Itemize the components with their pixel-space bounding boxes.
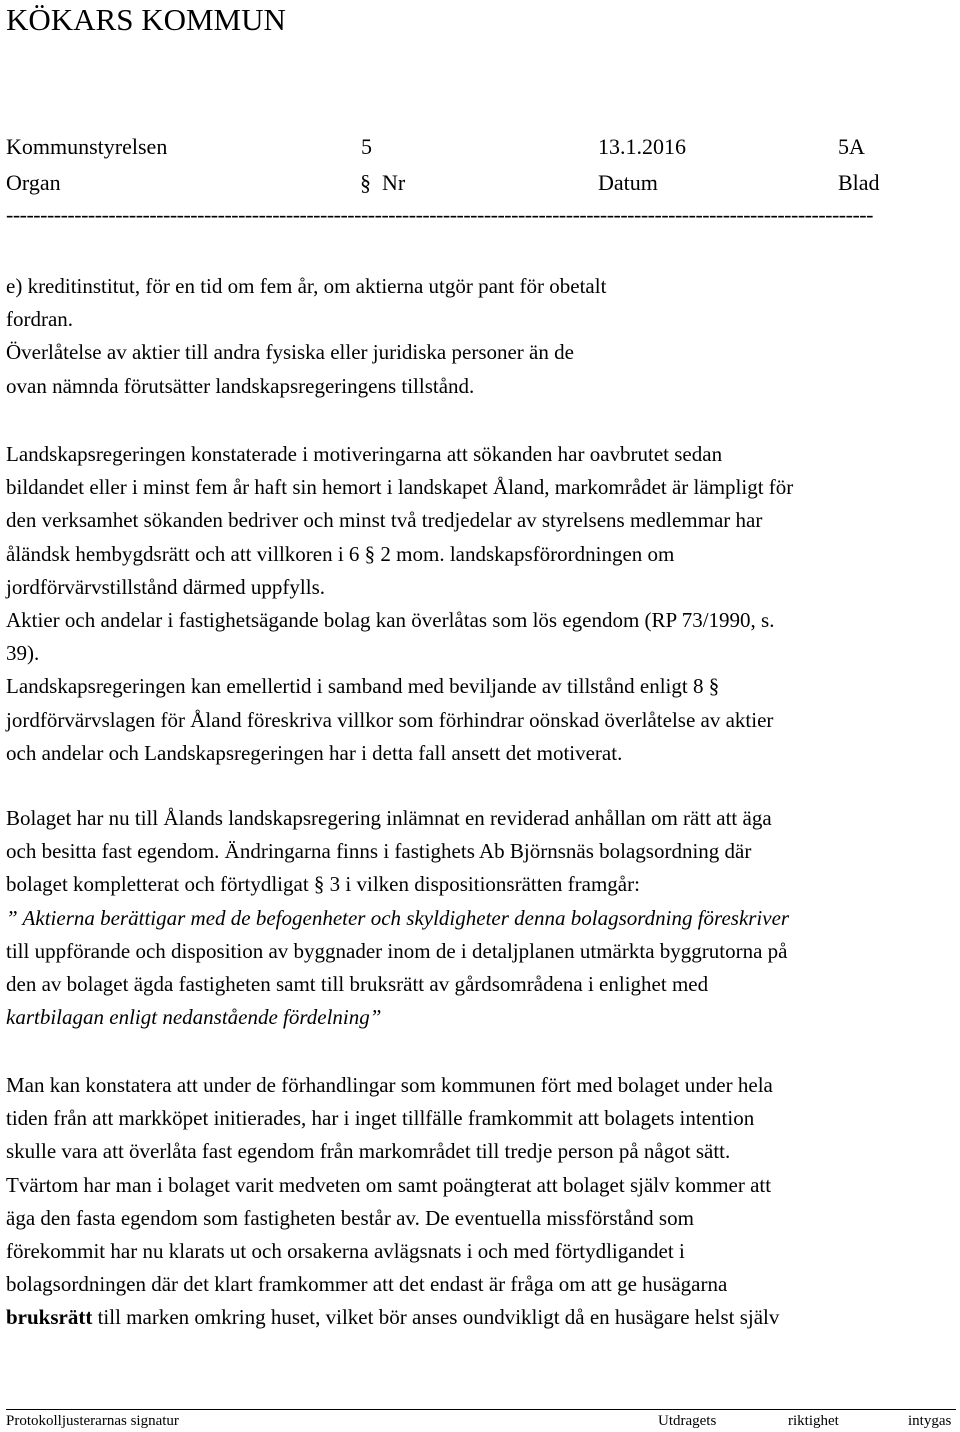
organ-value: Kommunstyrelsen xyxy=(6,134,168,159)
text-line: jordförvärvslagen för Åland föreskriva villkor som förhindrar oönskad överlåtelse av aktier xyxy=(6,707,774,732)
paragraph-block-2 xyxy=(6,438,956,770)
nr-label: Nr xyxy=(382,170,406,195)
text-line: Landskapsregeringen konstaterade i motiveringarna att sökanden har oavbrutet sedan xyxy=(6,442,723,466)
paragraph-block-3 xyxy=(6,802,956,1034)
text-line: tiden från att markköpet initierades, har i inget tillfälle framkommit att bolagets intention xyxy=(6,1106,755,1131)
text-line: ovan nämnda förutsätter landskapsregeringens tillstånd. xyxy=(6,373,475,398)
text-run: till marken omkring huset, vilket bör anses oundvikligt då en husägare helst själv xyxy=(92,1305,780,1330)
paragraph-block-4 xyxy=(6,1069,956,1335)
blad-value: 5A xyxy=(838,134,865,159)
text-line: skulle vara att överlåta fast egendom från markområdet till tredje person på något sätt. xyxy=(6,1139,731,1164)
text-line: fordran. xyxy=(6,307,74,332)
paragraph-block-1 xyxy=(6,270,956,403)
text-line: bolaget kompletterat och förtydligat § 3 i vilken dispositionsrätten framgår: xyxy=(6,872,640,897)
blad-label: Blad xyxy=(838,170,880,195)
text-line: Man kan konstatera att under de förhandlingar som kommunen fört med bolaget under hela xyxy=(6,1073,773,1097)
datum-label: Datum xyxy=(598,170,658,195)
municipality-title: KÖKARS KOMMUN xyxy=(6,2,286,37)
nr-value: 5 xyxy=(361,134,372,159)
text-line: e) kreditinstitut, för en tid om fem år, om aktierna utgör pant för obetalt xyxy=(6,274,607,298)
text-line: Bolaget har nu till Ålands landskapsregering inlämnat en reviderad anhållan om rätt att äga xyxy=(6,806,772,830)
text-line: åländsk hembygdsrätt och att villkoren i 6 § 2 mom. landskapsförordningen om xyxy=(6,541,675,566)
quote-line: ” Aktierna berättigar med de befogenheter och skyldigheter denna bolagsordning föreskriver xyxy=(6,905,790,930)
text-line: Tvärtom har man i bolaget varit medveten om samt poängterat att bolaget själv kommer att xyxy=(6,1172,772,1197)
header-divider: ------------------------------------------------------------------------------------------------------------------------------- xyxy=(6,202,873,227)
page-footer xyxy=(6,1409,956,1432)
text-line: Överlåtelse av aktier till andra fysiska eller juridiska personer än de xyxy=(6,340,574,365)
text-line: den verksamhet sökanden bedriver och minst två tredjedelar av styrelsens medlemmar har xyxy=(6,508,763,533)
text-line: jordförvärvstillstånd därmed uppfylls. xyxy=(6,574,326,599)
text-line: den av bolaget ägda fastigheten samt till bruksrätt av gårdsområdena i enlighet med xyxy=(6,972,709,997)
signature-label: Protokolljusterarnas signatur xyxy=(6,1413,179,1429)
intygas-label: intygas xyxy=(908,1413,952,1429)
text-line: bolagsordningen där det klart framkommer att det endast är fråga om att ge husägarna xyxy=(6,1272,728,1297)
utdragets-label: Utdragets xyxy=(658,1413,717,1429)
bold-term: bruksrätt xyxy=(6,1305,93,1330)
text-line xyxy=(6,1301,956,1334)
text-line: och besitta fast egendom. Ändringarna finns i fastighets Ab Björnsnäs bolagsordning där xyxy=(6,839,752,864)
organ-label: Organ xyxy=(6,170,61,195)
text-line: Aktier och andelar i fastighetsägande bolag kan överlåtas som lös egendom (RP 73/1990, s. xyxy=(6,608,775,633)
text-line: förekommit har nu klarats ut och orsakerna avlägsnats i och med förtydligandet i xyxy=(6,1239,685,1264)
quote-line: kartbilagan enligt nedanstående fördelning” xyxy=(6,1005,382,1030)
text-line: och andelar och Landskapsregeringen har i detta fall ansett det motiverat. xyxy=(6,740,623,765)
datum-value: 13.1.2016 xyxy=(598,134,686,159)
section-sign: § xyxy=(360,170,371,195)
text-line: äga den fasta egendom som fastigheten består av. De eventuella missförstånd som xyxy=(6,1205,694,1230)
text-line: till uppförande och disposition av byggnader inom de i detaljplanen utmärkta byggrutorna på xyxy=(6,938,788,963)
riktighet-label: riktighet xyxy=(788,1413,839,1429)
text-line: Landskapsregeringen kan emellertid i samband med beviljande av tillstånd enligt 8 § xyxy=(6,674,720,699)
text-line: 39). xyxy=(6,641,40,666)
text-line: bildandet eller i minst fem år haft sin hemort i landskapet Åland, markområdet är lämpligt för xyxy=(6,475,794,500)
